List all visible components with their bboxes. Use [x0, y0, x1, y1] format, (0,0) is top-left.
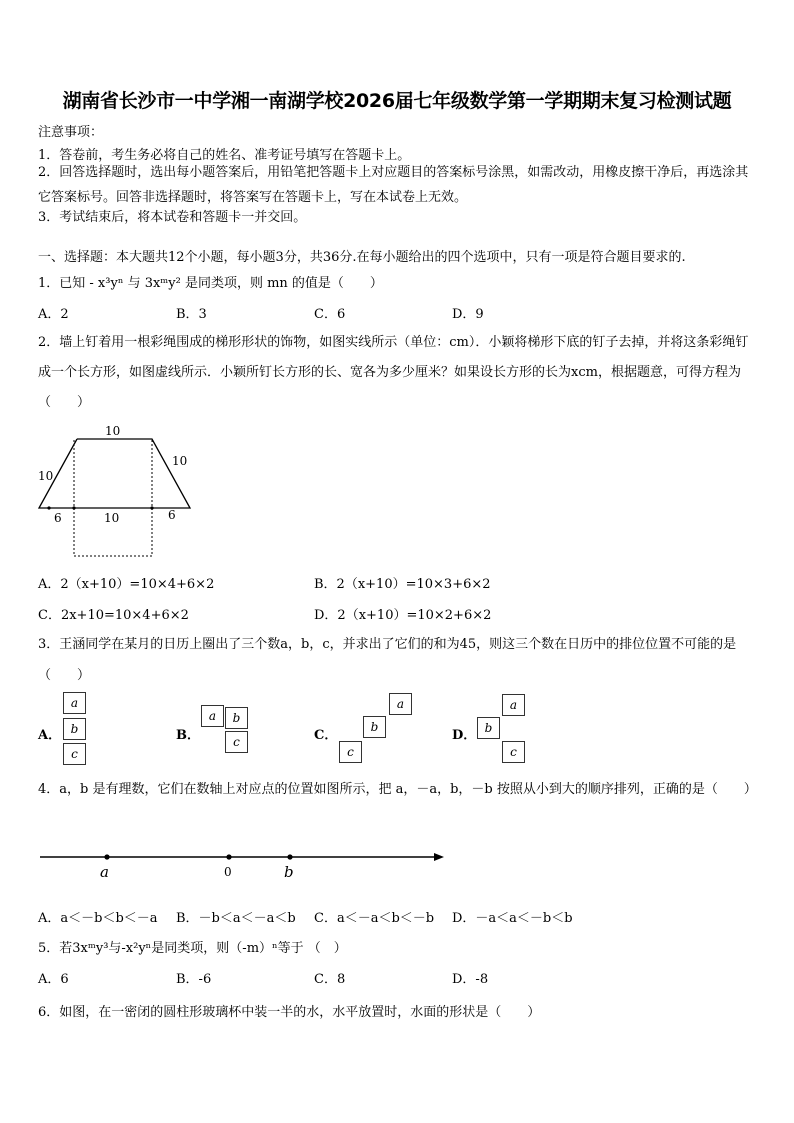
q2-trapezoid-figure	[30, 420, 210, 560]
q6-stem: 6．如图，在一密闭的圆柱形玻璃杯中装一半的水，水平放置时，水面的形状是（ ）	[38, 1005, 541, 1020]
q4-option-d[interactable]: D．－a＜a＜－b＜b	[452, 911, 573, 926]
q1-option-c[interactable]: C．6	[314, 307, 346, 322]
q3-c-cell-c: c	[339, 741, 362, 763]
label-bottom-left: 6	[54, 511, 62, 525]
point-zero	[226, 854, 231, 859]
label-b: b	[284, 863, 294, 881]
q1-stem: 1．已知 - x³yⁿ 与 3xᵐy² 是同类项，则 mn 的值是（ ）	[38, 276, 383, 291]
q3-option-a-label[interactable]: A．	[38, 728, 62, 743]
q3-c-cell-b: b	[363, 716, 386, 738]
q3-d-cell-c: c	[502, 741, 525, 763]
q2-option-d[interactable]: D．2（x+10）=10×2+6×2	[314, 608, 492, 623]
q3-d-cell-a: a	[502, 694, 525, 716]
q5-option-b[interactable]: B．-6	[176, 972, 212, 987]
q3-option-c-label[interactable]: C．	[314, 728, 338, 743]
label-top: 10	[105, 424, 121, 438]
nail-dot-mid	[72, 506, 75, 509]
q5-stem: 5．若3xᵐy³与-x²yⁿ是同类项，则（-m）ⁿ等于 （ ）	[38, 941, 347, 956]
q3-b-cell-c: c	[225, 731, 248, 753]
q1-option-a[interactable]: A．2	[38, 307, 69, 322]
notice-item-1: 1．答卷前，考生务必将自己的姓名、准考证号填写在答题卡上。	[38, 148, 411, 163]
q4-stem: 4．a，b 是有理数，它们在数轴上对应点的位置如图所示，把 a，－a，b，－b 按照从小到大的顺序排列，正确的是（ ）	[38, 782, 757, 797]
q4-option-b[interactable]: B．－b＜a＜－a＜b	[176, 911, 296, 926]
notice-heading: 注意事项：	[38, 125, 104, 140]
page-title: 湖南省长沙市一中学湘一南湖学校2026届七年级数学第一学期期末复习检测试题	[62, 90, 732, 112]
nail-dot-right	[150, 506, 153, 509]
nail-dot-left	[47, 506, 50, 509]
label-bottom-right: 6	[168, 508, 176, 522]
q4-option-a[interactable]: A．a＜－b＜b＜－a	[38, 911, 158, 926]
q2-option-c[interactable]: C．2x+10=10×4+6×2	[38, 608, 189, 623]
q2-option-b[interactable]: B．2（x+10）=10×3+6×2	[314, 577, 491, 592]
q3-option-b-label[interactable]: B．	[176, 728, 200, 743]
notice-item-3: 3．考试结束后，将本试卷和答题卡一并交回。	[38, 210, 307, 225]
q5-option-c[interactable]: C．8	[314, 972, 346, 987]
point-a	[104, 854, 109, 859]
q5-option-d[interactable]: D．-8	[452, 972, 489, 987]
q2-option-a[interactable]: A．2（x+10）=10×4+6×2	[38, 577, 215, 592]
q4-option-c[interactable]: C．a＜－a＜b＜－b	[314, 911, 435, 926]
q3-a-cell-b: b	[63, 718, 86, 740]
q3-b-cell-b: b	[225, 707, 248, 729]
q3-a-cell-c: c	[63, 743, 86, 765]
rectangle-dashed	[74, 440, 152, 556]
q3-stem: 3．王涵同学在某月的日历上圈出了三个数a，b，c，并求出了它们的和为45，则这三个数在日历中的排位位置不可能的是（ ）	[38, 637, 737, 683]
label-a: a	[100, 863, 109, 881]
trapezoid-outline	[39, 439, 190, 508]
q3-c-cell-a: a	[389, 693, 412, 715]
q2-stem: 2．墙上钉着用一根彩绳围成的梯形形状的饰物，如图实线所示（单位：cm）．小颖将梯形下底的钉子去掉，并将这条彩绳钉成一个长方形，如图虚线所示．小颖所钉长方形的长、宽各为多少厘米？如果设长方形的长为xcm，根据题意，可得方程为（ ）	[38, 335, 749, 410]
q3-b-cell-a: a	[201, 705, 224, 727]
q5-option-a[interactable]: A．6	[38, 972, 69, 987]
label-bottom-mid: 10	[104, 511, 120, 525]
q4-number-line	[36, 846, 448, 886]
q1-option-b[interactable]: B．3	[176, 307, 207, 322]
q1-option-d[interactable]: D．9	[452, 307, 484, 322]
notice-item-2: 2．回答选择题时，选出每小题答案后，用铅笔把答题卡上对应题目的答案标号涂黑，如需改动，用橡皮擦干净后，再选涂其它答案标号。回答非选择题时，将答案写在答题卡上，写在本试卷上无效。	[38, 165, 749, 205]
label-right: 10	[172, 454, 188, 468]
section-heading: 一、选择题：本大题共12个小题，每小题3分，共36分.在每小题给出的四个选项中，只有一项是符合题目要求的.	[38, 250, 686, 265]
label-zero: 0	[224, 865, 232, 879]
point-b	[287, 854, 292, 859]
axis-arrow	[434, 853, 444, 861]
q3-d-cell-b: b	[477, 717, 500, 739]
q3-a-cell-a: a	[63, 692, 86, 714]
q3-option-d-label[interactable]: D．	[452, 728, 477, 743]
label-left: 10	[38, 469, 54, 483]
